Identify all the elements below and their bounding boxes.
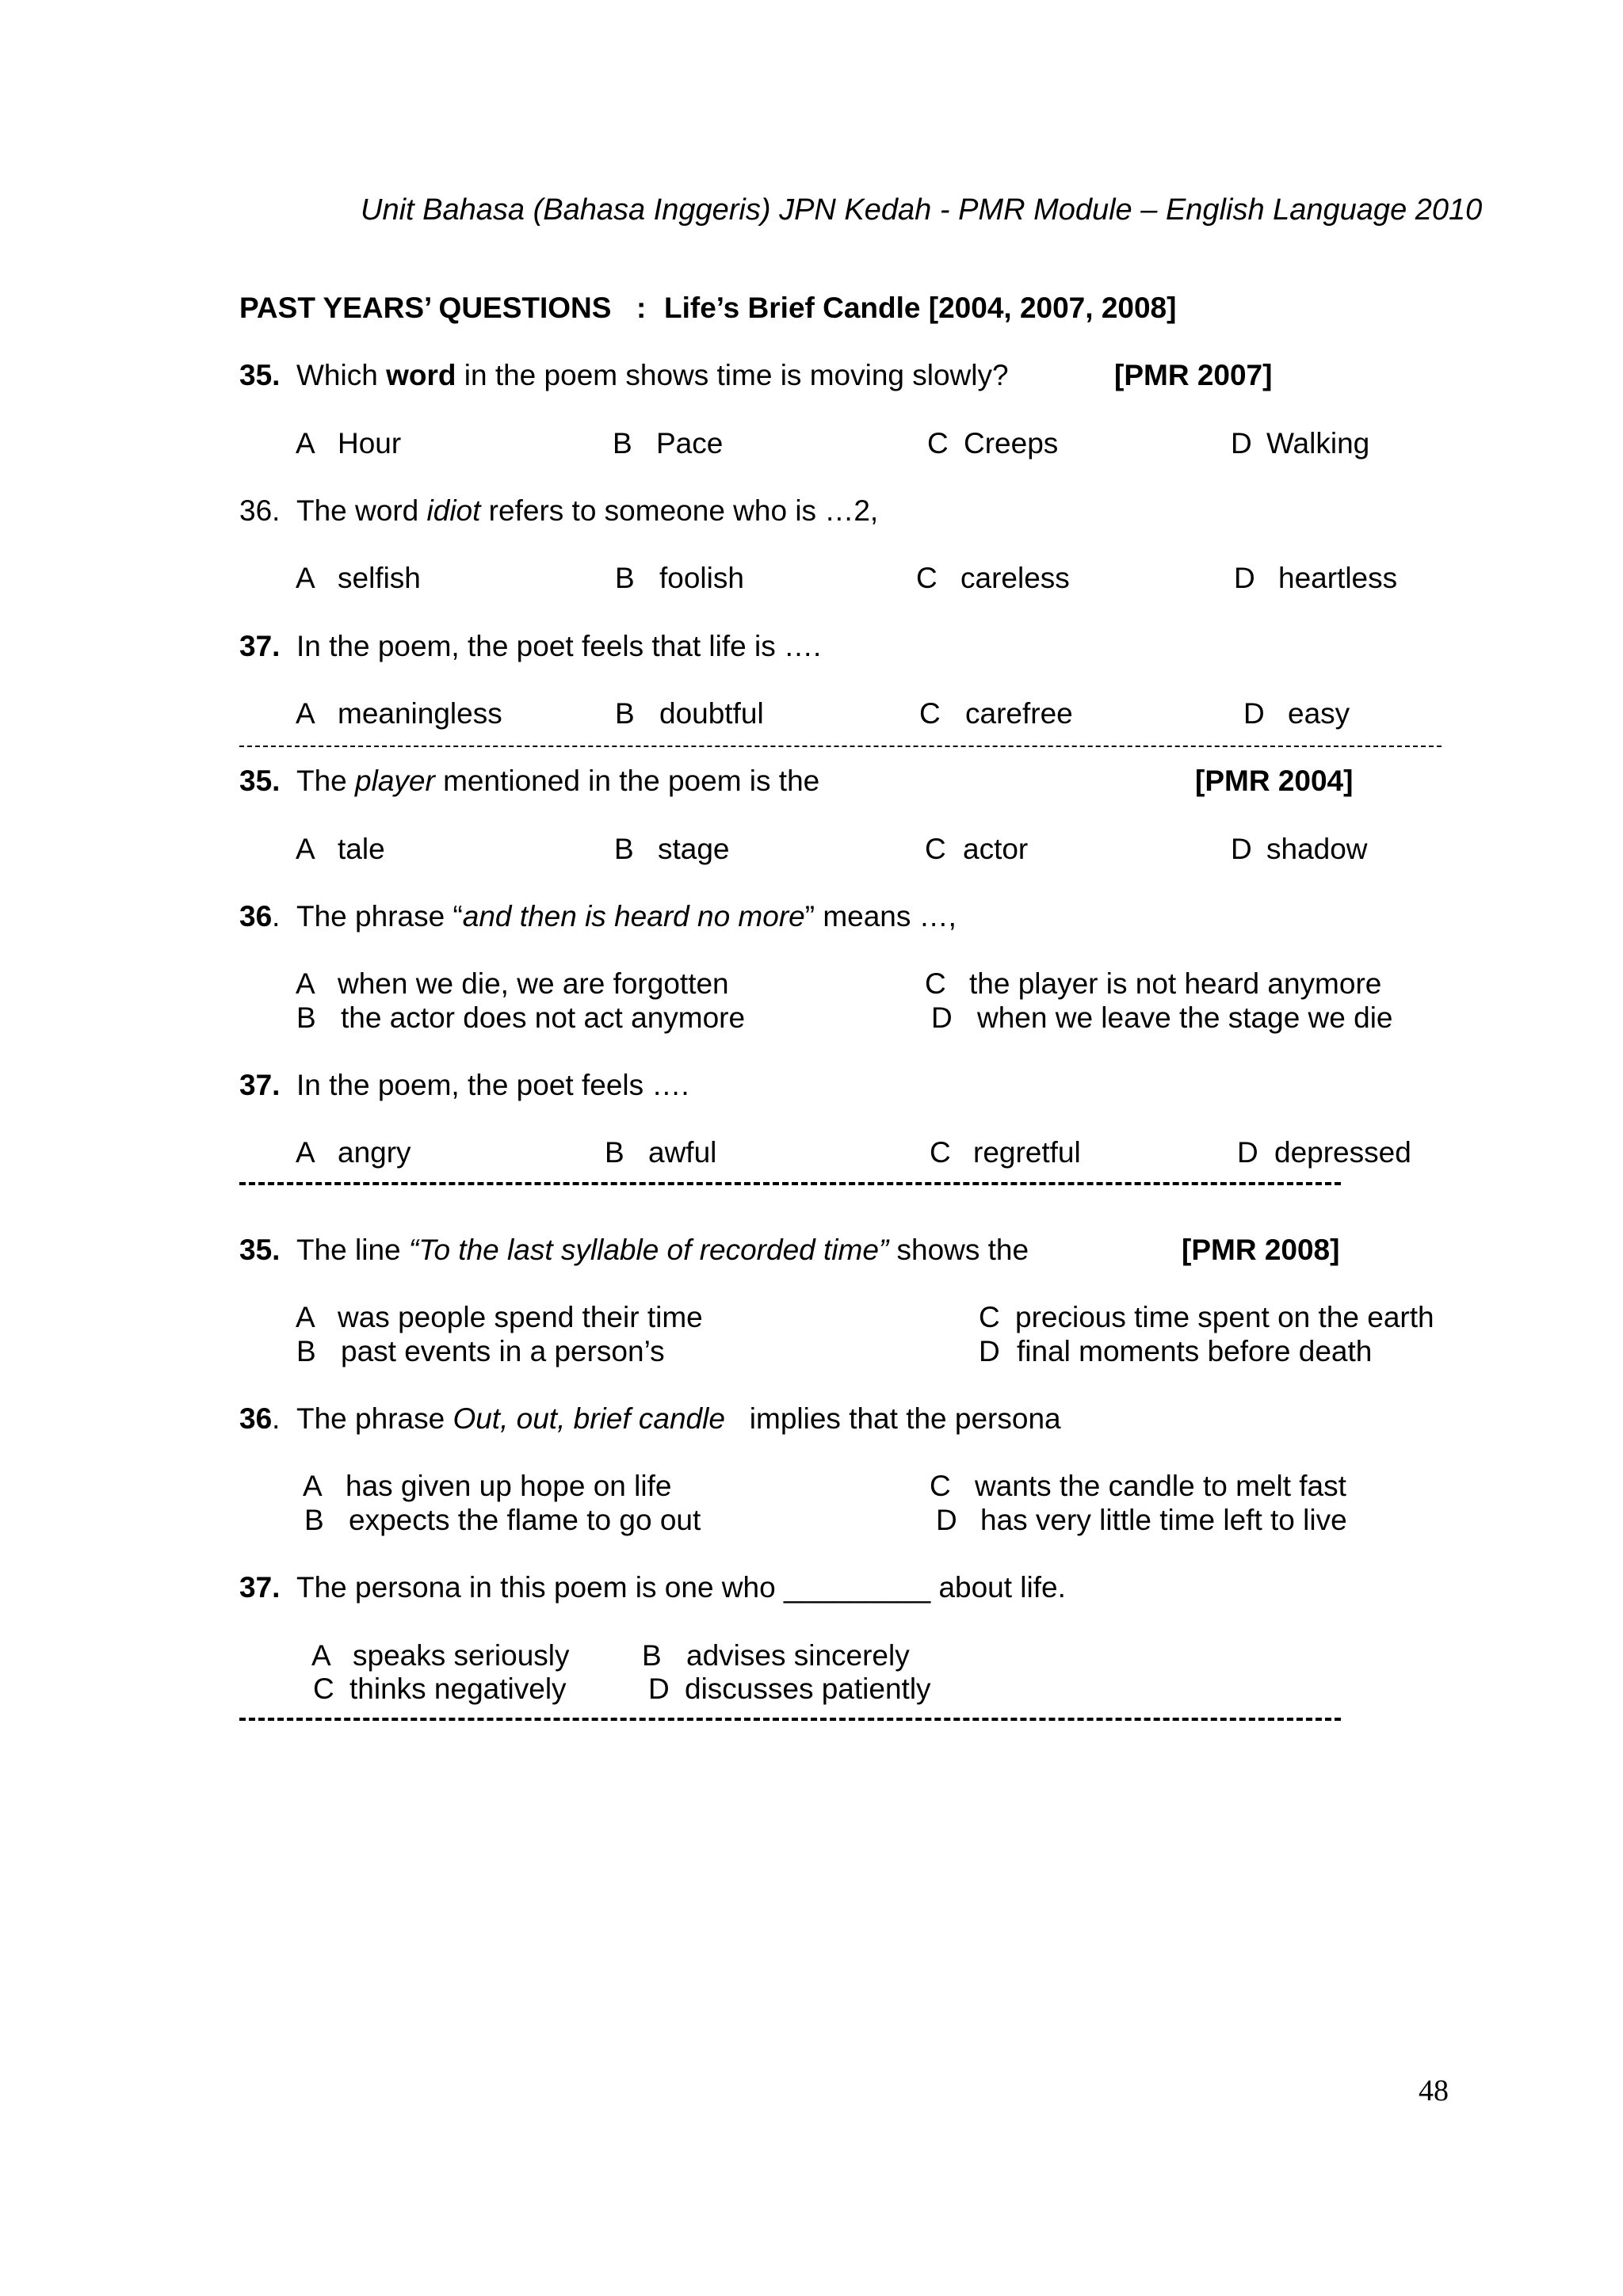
option-letter: A: [296, 967, 315, 1000]
question-number: 37.: [239, 630, 281, 662]
section-title-separator: :: [636, 292, 647, 324]
option-text: meaningless: [338, 697, 502, 730]
option-letter: C: [927, 427, 949, 460]
option-text: the player is not heard anymore: [969, 967, 1382, 1000]
option-letter: D: [931, 1001, 953, 1034]
option-text: has very little time left to live: [980, 1504, 1347, 1536]
option-letter: B: [296, 1001, 316, 1034]
option-letter: C: [916, 562, 938, 594]
question-text: In the poem, the poet feels that life is ….: [296, 630, 822, 662]
option-letter: A: [296, 697, 315, 730]
option-text: stage: [658, 833, 730, 865]
option-letter: B: [642, 1639, 662, 1672]
option-text: careless: [960, 562, 1070, 594]
option-letter: D: [1237, 1136, 1258, 1169]
option-text: past events in a person’s: [341, 1335, 665, 1367]
question-text: The phrase Out, out, brief candle implies that the persona: [296, 1402, 1061, 1435]
option-letter: A: [296, 1136, 315, 1169]
question-number: 36.: [239, 900, 281, 933]
question-text: The word idiot refers to someone who is …2,: [296, 494, 879, 527]
option-letter: D: [648, 1672, 670, 1705]
option-text: heartless: [1278, 562, 1398, 594]
question-number: 37.: [239, 1069, 281, 1101]
option-text: angry: [338, 1136, 411, 1169]
option-text: foolish: [659, 562, 744, 594]
option-letter: B: [615, 562, 635, 594]
year-tag: [PMR 2004]: [1195, 765, 1354, 797]
option-text: the actor does not act anymore: [341, 1001, 746, 1034]
question-number: 36.: [239, 1402, 281, 1435]
option-letter: D: [1234, 562, 1255, 594]
option-text: Hour: [338, 427, 402, 460]
question-number: 37.: [239, 1571, 281, 1604]
section-divider: [239, 1182, 1341, 1185]
section-title-label: PAST YEARS’ QUESTIONS: [239, 292, 612, 324]
option-letter: A: [311, 1639, 331, 1672]
option-letter: A: [296, 1301, 315, 1333]
option-letter: B: [615, 697, 635, 730]
section-divider: [239, 746, 1442, 747]
option-text: carefree: [965, 697, 1073, 730]
option-letter: C: [930, 1470, 951, 1502]
option-letter: C: [313, 1672, 334, 1705]
option-text: depressed: [1274, 1136, 1411, 1169]
option-text: precious time spent on the earth: [1015, 1301, 1434, 1333]
option-letter: A: [303, 1470, 323, 1502]
option-text: was people spend their time: [338, 1301, 703, 1333]
option-text: thinks negatively: [349, 1672, 567, 1705]
option-letter: D: [1231, 427, 1252, 460]
option-letter: D: [1231, 833, 1252, 865]
section-divider: [239, 1718, 1341, 1721]
option-letter: C: [925, 833, 946, 865]
option-letter: D: [936, 1504, 957, 1536]
option-text: selfish: [338, 562, 421, 594]
page-header: Unit Bahasa (Bahasa Inggeris) JPN Kedah - PMR Module – English Language 2010: [361, 193, 1483, 227]
option-letter: C: [919, 697, 941, 730]
option-letter: A: [296, 427, 315, 460]
question-number: 35.: [239, 765, 281, 797]
option-text: expects the flame to go out: [349, 1504, 701, 1536]
option-letter: A: [296, 833, 315, 865]
option-text: tale: [338, 833, 385, 865]
option-text: doubtful: [659, 697, 764, 730]
option-letter: B: [614, 833, 634, 865]
page-number: 48: [1419, 2074, 1449, 2107]
question-text: Which word in the poem shows time is moving slowly?: [296, 359, 1009, 391]
option-text: when we leave the stage we die: [977, 1001, 1393, 1034]
question-text: In the poem, the poet feels ….: [296, 1069, 689, 1101]
option-letter: B: [304, 1504, 324, 1536]
option-text: speaks seriously: [353, 1639, 570, 1672]
option-letter: A: [296, 562, 315, 594]
option-text: Pace: [656, 427, 724, 460]
question-text: The persona in this poem is one who _________ about life.: [296, 1571, 1066, 1604]
option-text: Walking: [1266, 427, 1370, 460]
option-letter: C: [930, 1136, 951, 1169]
option-letter: D: [979, 1335, 1000, 1367]
question-number: 35.: [239, 359, 281, 391]
question-text: The line “To the last syllable of recorded time” shows the: [296, 1234, 1029, 1266]
option-text: regretful: [973, 1136, 1081, 1169]
option-text: when we die, we are forgotten: [338, 967, 729, 1000]
year-tag: [PMR 2008]: [1182, 1234, 1340, 1266]
option-text: advises sincerely: [686, 1639, 910, 1672]
option-text: shadow: [1266, 833, 1368, 865]
option-text: discusses patiently: [685, 1672, 931, 1705]
option-text: Creeps: [964, 427, 1059, 460]
question-text: The phrase “and then is heard no more” means …,: [296, 900, 957, 933]
option-text: final moments before death: [1017, 1335, 1373, 1367]
option-letter: B: [613, 427, 632, 460]
question-number: 36.: [239, 494, 281, 527]
option-letter: B: [605, 1136, 624, 1169]
option-letter: B: [296, 1335, 316, 1367]
option-letter: D: [1243, 697, 1265, 730]
section-title-topic: Life’s Brief Candle [2004, 2007, 2008]: [664, 292, 1177, 324]
option-text: wants the candle to melt fast: [975, 1470, 1346, 1502]
question-text: The player mentioned in the poem is the: [296, 765, 820, 797]
option-text: actor: [963, 833, 1029, 865]
option-text: easy: [1288, 697, 1350, 730]
option-letter: C: [925, 967, 946, 1000]
option-letter: C: [979, 1301, 1000, 1333]
year-tag: [PMR 2007]: [1114, 359, 1273, 391]
question-number: 35.: [239, 1234, 281, 1266]
option-text: awful: [648, 1136, 717, 1169]
option-text: has given up hope on life: [346, 1470, 672, 1502]
